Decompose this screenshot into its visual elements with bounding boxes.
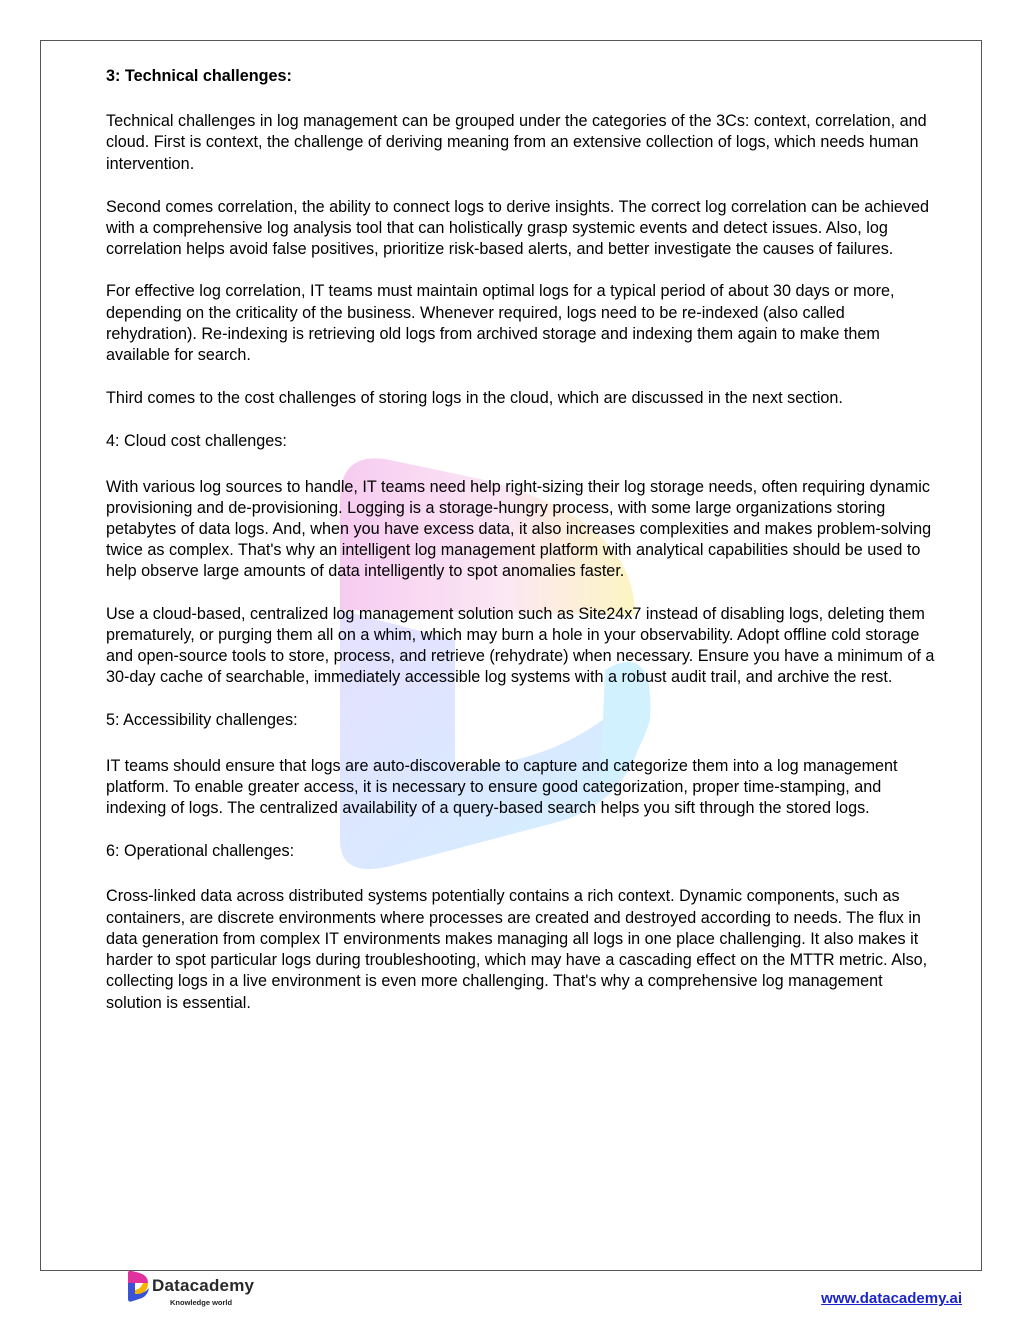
section-heading-operational: 6: Operational challenges: [106,842,295,861]
paragraph-right-sizing: With various log sources to handle, IT teams need help right-sizing their log storage needs, often requiring dynamic provisioning and de-provisioning. Logging is a storage-hungry process, with some large organizations storing petabytes of data logs. And, when you have excess data, it also increases complexities and makes problem-solving twice as complex. That's why an intelligent log management platform with analytical capabilities should be used to help observe large amounts of data intelligently to spot anomalies faster. [106,477,932,581]
paragraph-auto-discoverable: IT teams should ensure that logs are auto-discoverable to capture and categorize them into a log management platform. To enable greater access, it is necessary to ensure good categorization, proper time-stamping, and indexing of logs. The centralized availability of a query-based search helps you sift through the stored logs. [106,756,898,818]
paragraph-cost-intro: Third comes to the cost challenges of storing logs in the cloud, which are discussed in the next section. [106,389,843,408]
section-heading-technical: 3: Technical challenges: [106,67,292,85]
datacademy-logo-icon [126,1270,152,1304]
document-body [106,66,936,1014]
section-heading-accessibility: 5: Accessibility challenges: [106,711,298,730]
logo-tagline: Knowledge world [170,1298,233,1307]
paragraph-centralized-solution: Use a cloud-based, centralized log management solution such as Site24x7 instead of disabling logs, deleting them prematurely, or purging them all on a whim, which may burn a hole in your observability. Adopt offline cold storage and open-source tools to store, process, and retrieve (rehydrate) when necessary. Ensure you have a minimum of a 30-day cache of searchable, immediately accessible log systems with a robust audit trail, and archive the rest. [106,604,935,687]
paragraph-correlation: Second comes correlation, the ability to connect logs to derive insights. The correct log correlation can be achieved with a comprehensive log analysis tool that can holistically grasp systemic events and detect issues. Also, log correlation helps avoid false positives, prioritize risk-based alerts, and better investigate the causes of failures. [106,197,930,259]
section-heading-cloud-cost: 4: Cloud cost challenges: [106,432,287,451]
logo-wordmark: Datacademy [152,1276,255,1295]
paragraph-3cs: Technical challenges in log management can be grouped under the categories of the 3Cs: context, correlation, and cloud. First is context, the challenge of deriving meaning from an extensive collection of logs, which needs human intervention. [106,112,927,173]
website-link[interactable]: www.datacademy.ai [821,1290,962,1307]
paragraph-reindexing: For effective log correlation, IT teams must maintain optimal logs for a typical period of about 30 days or more, depending on the criticality of the business. Whenever required, logs need to be re-indexed (also called rehydration). Re-indexing is retrieving old logs from archived storage and indexing them again to make them available for search. [106,282,895,365]
paragraph-cross-linked: Cross-linked data across distributed systems potentially contains a rich context. Dynamic components, such as containers, are discrete environments where processes are created and destroyed according to needs. The flux in data generation from complex IT environments makes managing all logs in one place challenging. It also makes it harder to spot particular logs during troubleshooting, which may have a cascading effect on the MTTR metric. Also, collecting logs in a live environment is even more challenging. That's why a comprehensive log management solution is essential. [106,887,928,1012]
datacademy-logo [126,1268,266,1308]
